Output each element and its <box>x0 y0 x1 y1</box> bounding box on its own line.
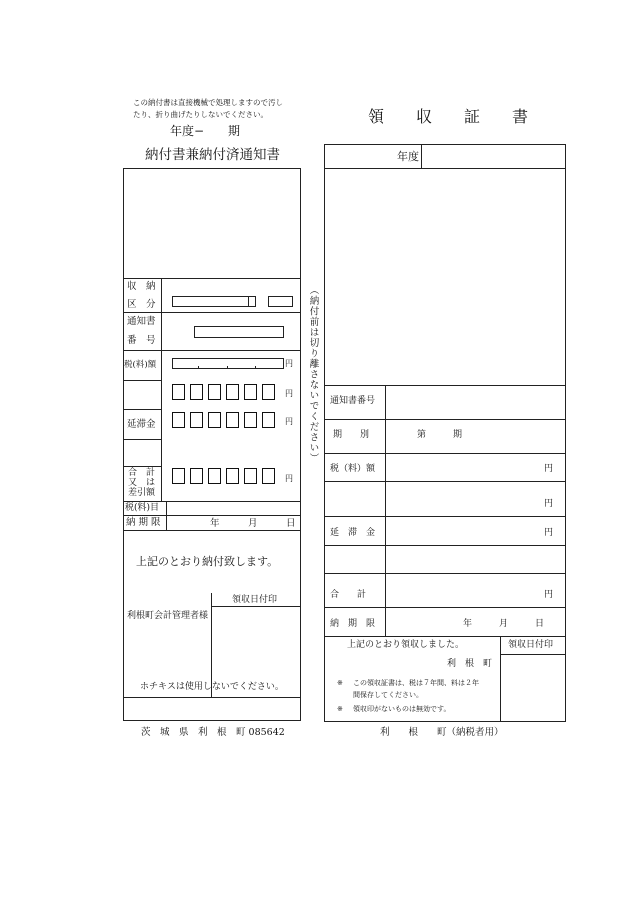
staple-note: ホチキスは使用しないでください。 <box>140 682 284 692</box>
label-nouki: 納 期 限 <box>126 517 161 528</box>
label-tsuchi: 通知書番号 <box>330 396 376 406</box>
label-nouki: 納 期 限 <box>330 619 376 629</box>
label-gokei: 合 計 <box>330 590 367 600</box>
label-entai: 延滞金 <box>127 419 156 430</box>
divider <box>123 312 301 313</box>
receipt-title: 領 収 証 書 <box>368 107 529 126</box>
label-gokei-3: 差引額 <box>128 488 156 498</box>
shuno-kubun-field[interactable] <box>172 296 256 307</box>
label-kibetsu: 期 別 <box>333 430 370 440</box>
label-shuno-2: 区 分 <box>127 299 156 310</box>
divider <box>324 545 566 546</box>
divider <box>123 439 161 440</box>
field-tick <box>255 366 256 369</box>
shuno-kubun-code-field[interactable] <box>268 296 293 307</box>
yen-mark: 円 <box>285 359 293 368</box>
receipt-statement: 上記のとおり領収しました。 <box>347 640 465 650</box>
digit-box[interactable] <box>262 384 275 400</box>
divider <box>123 530 301 531</box>
divider <box>123 466 161 467</box>
label-zeimoku: 税(料)目 <box>125 503 160 513</box>
yen-mark: 円 <box>285 474 293 483</box>
divider <box>123 697 301 698</box>
label-shuno-1: 収 納 <box>127 281 156 292</box>
digit-box[interactable] <box>190 412 203 428</box>
divider <box>211 606 301 607</box>
divider <box>324 636 566 637</box>
stamp-label: 領収日付印 <box>508 640 554 650</box>
right-footer: 利 根 町（納税者用） <box>380 727 504 738</box>
payment-statement: 上記のとおり納付致します。 <box>136 555 279 568</box>
stamp-column-divider <box>500 636 501 722</box>
yen-mark: 円 <box>544 528 554 538</box>
digit-box[interactable] <box>262 468 275 484</box>
left-slip-frame <box>123 168 301 721</box>
year-label: 年度 <box>397 150 419 163</box>
divider <box>123 501 301 502</box>
nouki-date: 年 月 日 <box>463 619 545 629</box>
divider <box>324 573 566 574</box>
digit-box[interactable] <box>208 468 221 484</box>
digit-box[interactable] <box>226 384 239 400</box>
note-mark: ※ <box>337 679 343 687</box>
divider <box>123 380 161 381</box>
town-name: 利 根 町 <box>447 659 493 669</box>
left-title: 納付書兼納付済通知書 <box>145 147 280 163</box>
digit-box[interactable] <box>262 412 275 428</box>
digit-box[interactable] <box>172 384 185 400</box>
left-footer: 茨 城 県 利 根 町 085642 <box>141 727 285 738</box>
divider <box>324 516 566 517</box>
digit-box[interactable] <box>172 468 185 484</box>
tsuchi-number-field[interactable] <box>194 326 284 338</box>
divider <box>123 409 161 410</box>
label-gokei-1: 合 計 <box>128 468 156 478</box>
yen-mark: 円 <box>544 590 554 600</box>
label-zeigaku: 税(料)額 <box>124 360 157 370</box>
notice-line-2: たり、折り曲げたりしないでください。 <box>133 110 268 119</box>
digit-box[interactable] <box>172 412 185 428</box>
divider <box>324 419 566 420</box>
field-tick <box>227 366 228 369</box>
note-1-line-1: この領収証書は、税は７年間、料は２年 <box>353 679 479 687</box>
yen-mark: 円 <box>285 417 293 426</box>
divider <box>324 481 566 482</box>
note-mark: ※ <box>337 705 343 713</box>
digit-box[interactable] <box>226 412 239 428</box>
label-tsuchi-2: 番 号 <box>127 335 156 346</box>
stamp-label: 領収日付印 <box>232 595 278 605</box>
divider <box>123 350 301 351</box>
divider <box>324 453 566 454</box>
field-tick <box>198 366 199 369</box>
digit-box[interactable] <box>190 468 203 484</box>
label-gokei-2: 又 は <box>128 478 156 488</box>
divider <box>324 607 566 608</box>
label-column-divider <box>385 385 386 636</box>
digit-box[interactable] <box>244 412 257 428</box>
kibetsu-value: 第 期 <box>417 430 463 440</box>
year-divider <box>421 144 422 168</box>
divider <box>324 168 566 169</box>
notice-line-1: この納付書は直接機械で処理しますので汚し <box>133 98 283 107</box>
period-line: 年度− 期 <box>170 124 241 138</box>
zeigaku-field[interactable] <box>172 358 284 369</box>
label-column-divider <box>166 501 167 530</box>
yen-mark: 円 <box>544 499 554 509</box>
digit-box[interactable] <box>190 384 203 400</box>
label-column-divider <box>161 278 162 501</box>
field-tick <box>248 296 249 307</box>
label-entai: 延 滞 金 <box>330 528 376 538</box>
divider <box>324 385 566 386</box>
digit-box[interactable] <box>208 384 221 400</box>
yen-mark: 円 <box>544 464 554 474</box>
label-zeigaku: 税（料）額 <box>330 464 376 474</box>
tear-off-note: （納付前は切り離さないでください） <box>307 285 319 464</box>
digit-box[interactable] <box>244 468 257 484</box>
divider <box>123 278 301 279</box>
note-2: 領収印がないものは無効です。 <box>353 705 451 713</box>
digit-box[interactable] <box>226 468 239 484</box>
divider <box>123 515 301 516</box>
digit-box[interactable] <box>208 412 221 428</box>
digit-box[interactable] <box>244 384 257 400</box>
divider <box>500 654 566 655</box>
label-tsuchi-1: 通知書 <box>127 316 156 327</box>
nouki-date: 年 月 日 <box>210 518 296 529</box>
yen-mark: 円 <box>285 389 293 398</box>
note-1-line-2: 間保存してください。 <box>353 691 423 699</box>
recipient: 利根町会計管理者様 <box>127 611 209 621</box>
